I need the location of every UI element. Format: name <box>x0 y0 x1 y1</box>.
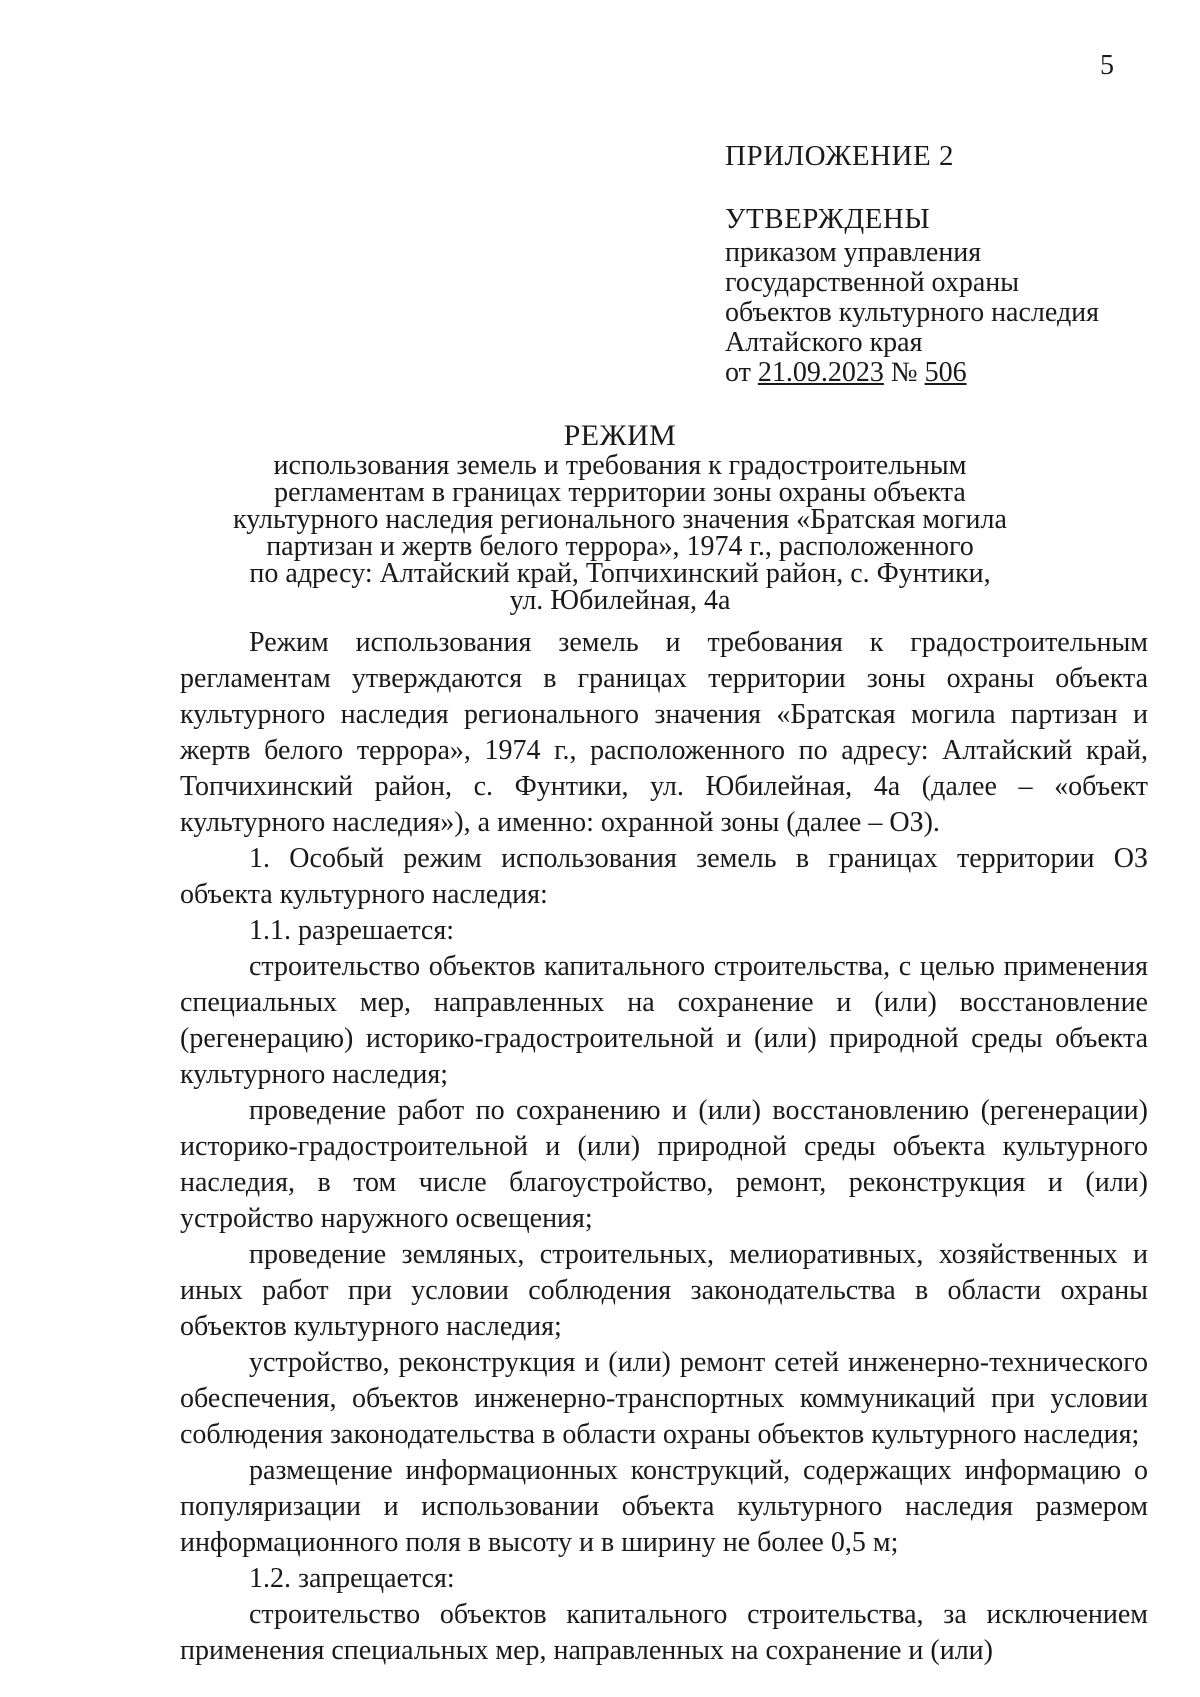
approval-date-prefix: от <box>725 357 758 388</box>
title-subtitle-line: культурного наследия регионального значения «Братская могила <box>233 504 1007 535</box>
approval-number-prefix: № <box>883 357 925 388</box>
body-paragraph: 1.2. запрещается: <box>249 1563 455 1594</box>
title-main: РЕЖИМ <box>563 419 677 452</box>
approval-line: Алтайского края <box>725 327 923 358</box>
approval-line: государственной охраны <box>725 267 1020 298</box>
body-paragraph: размещение информационных конструкций, содержащих информацию о популяризации и использовании объекта культурного наследия размером информационного поля в высоту и в ширину не более 0,5 м; <box>180 1455 1148 1558</box>
title-subtitle-line: партизан и жертв белого террора», 1974 г., расположенного <box>266 531 974 562</box>
title-subtitle-line: ул. Юбилейная, 4а <box>509 585 731 616</box>
body-paragraph: 1. Особый режим использования земель в границах территории ОЗ объекта культурного наследия: <box>180 843 1148 910</box>
body-paragraph: 1.1. разрешается: <box>249 915 454 946</box>
document-body <box>180 625 1148 1669</box>
approval-block <box>725 204 1099 388</box>
body-paragraph: Режим использования земель и требования к градостроительным регламентам утверждаются в границах территории зоны охраны объекта культурного наследия регионального значения «Братская могила партизан и жертв белого террора», 1974 г., расположенного по адресу: Алтайский край, Топчихинский район, с. Фунтики, ул. Юбилейная, 4а (далее – «объект культурного наследия»), а именно: охранной зоны (далее – ОЗ). <box>180 627 1148 838</box>
page-number: 5 <box>1100 50 1114 81</box>
approval-date: 21.09.2023 <box>757 357 884 388</box>
approval-date-line <box>725 358 1099 388</box>
body-paragraph: проведение земляных, строительных, мелиоративных, хозяйственных и иных работ при условии соблюдения законодательства в области охраны объектов культурного наследия; <box>180 1239 1148 1342</box>
approval-line: объектов культурного наследия <box>725 297 1100 328</box>
appendix-label: ПРИЛОЖЕНИЕ 2 <box>725 140 954 172</box>
body-paragraph: проведение работ по сохранению и (или) восстановлению (регенерации) историко-градостроительной и (или) природной среды объекта культурного наследия, в том числе благоустройство, ремонт, реконструкция и (или) устройство наружного освещения; <box>180 1095 1148 1234</box>
title-subtitle-line: по адресу: Алтайский край, Топчихинский район, с. Фунтики, <box>249 558 991 589</box>
approval-heading: УТВЕРЖДЕНЫ <box>725 203 931 235</box>
approval-number: 506 <box>924 357 967 388</box>
title-subtitle-line: использования земель и требования к градостроительным <box>273 450 967 481</box>
body-paragraph: устройство, реконструкция и (или) ремонт сетей инженерно-технического обеспечения, объектов инженерно-транспортных коммуникаций при условии соблюдения законодательства в области охраны объектов культурного наследия; <box>180 1347 1148 1450</box>
document-title <box>180 420 1060 614</box>
body-paragraph: строительство объектов капитального строительства, с целью применения специальных мер, направленных на сохранение и (или) восстановление (регенерацию) историко-градостроительной и (или) природной среды объекта культурного наследия; <box>180 951 1148 1090</box>
body-paragraph: строительство объектов капитального строительства, за исключением применения специальных мер, направленных на сохранение и (или) <box>180 1599 1148 1666</box>
title-subtitle-line: регламентам в границах территории зоны охраны объекта <box>274 477 966 508</box>
approval-line: приказом управления <box>725 237 982 268</box>
